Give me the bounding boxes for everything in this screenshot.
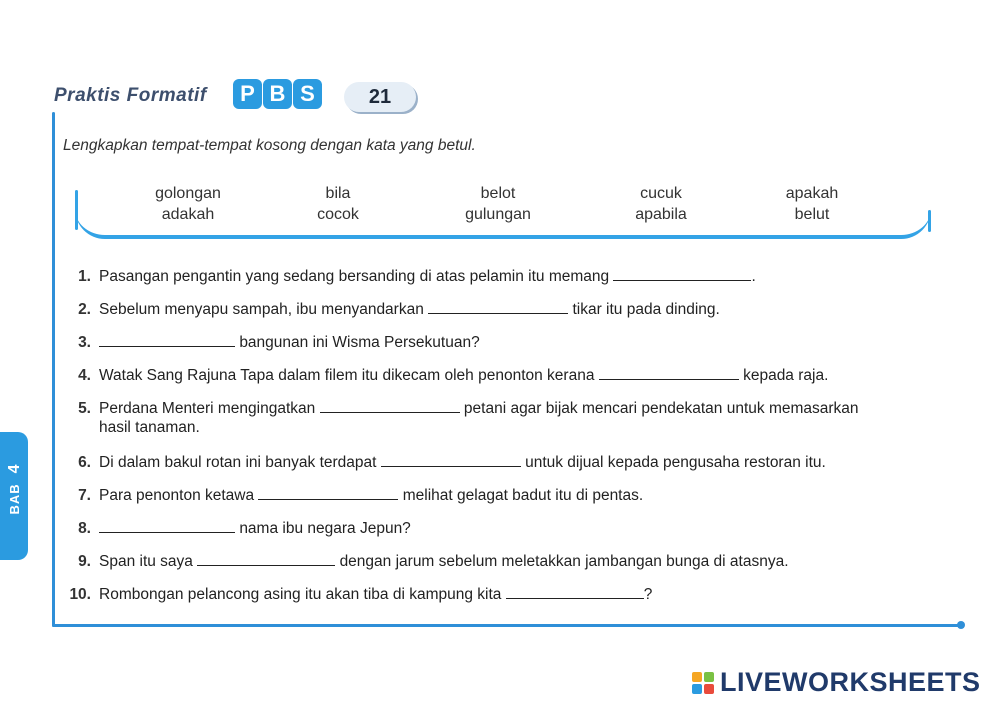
answer-blank[interactable] — [599, 365, 739, 380]
question-number: 8. — [78, 520, 91, 537]
word-bank-item: bila — [325, 185, 351, 202]
answer-blank[interactable] — [197, 551, 335, 566]
question-text-after: tikar itu pada dinding. — [572, 301, 720, 318]
answer-blank[interactable] — [381, 452, 521, 467]
logo-square-red — [704, 684, 714, 694]
answer-blank[interactable] — [613, 266, 751, 281]
question-number: 5. — [78, 400, 91, 417]
question-number: 1. — [78, 268, 91, 285]
question-number: 6. — [78, 454, 91, 471]
question-text-after: petani agar bijak mencari pendekatan untuk memasarkan — [463, 400, 859, 417]
word-bank-item: gulungan — [465, 206, 531, 223]
question-number: 2. — [78, 301, 91, 318]
question-text-after: melihat gelagat badut itu di pentas. — [402, 487, 644, 504]
question-5-continuation: hasil tanaman. — [99, 419, 200, 436]
word-bank-item: apabila — [635, 206, 687, 223]
word-bank-item: cocok — [317, 206, 359, 223]
word-bank-item: apakah — [785, 185, 839, 202]
logo-square-blue — [692, 684, 702, 694]
liveworksheets-logo — [692, 667, 981, 698]
question-text-before: Rombongan pelancong asing itu akan tiba di kampung kita — [99, 586, 502, 603]
question-number: 3. — [78, 334, 91, 351]
question-4 — [63, 365, 828, 385]
question-text-after: untuk dijual kepada pengusaha restoran itu. — [525, 454, 826, 471]
question-3 — [63, 332, 480, 352]
frame-left-border — [52, 112, 55, 627]
question-text-after: ? — [643, 586, 653, 603]
instruction-text: Lengkapkan tempat-tempat kosong dengan kata yang betul. — [63, 137, 476, 154]
word-bank-left-edge — [75, 190, 78, 230]
answer-blank[interactable] — [99, 518, 235, 533]
chapter-number: 4 — [6, 463, 23, 474]
exercise-number: 21 — [344, 82, 416, 112]
word-bank-item: adakah — [161, 206, 215, 223]
question-text-after: nama ibu negara Jepun? — [239, 520, 411, 537]
word-bank-item: belot — [480, 185, 516, 202]
frame-bottom-border — [52, 624, 962, 627]
frame-end-dot — [957, 621, 965, 629]
pbs-letter-p: P — [233, 79, 262, 109]
question-8 — [63, 518, 411, 538]
question-9 — [63, 551, 789, 571]
question-2 — [63, 299, 720, 319]
question-number: 7. — [78, 487, 91, 504]
answer-blank[interactable] — [99, 332, 235, 347]
question-text-after: . — [751, 268, 756, 285]
answer-blank[interactable] — [320, 398, 460, 413]
question-number: 4. — [78, 367, 91, 384]
logo-square-orange — [692, 672, 702, 682]
answer-blank[interactable] — [258, 485, 398, 500]
question-1 — [63, 266, 756, 286]
question-5 — [63, 398, 859, 418]
logo-square-green — [704, 672, 714, 682]
question-text-before: Span itu saya — [99, 553, 193, 570]
chapter-label-text: BAB — [7, 483, 22, 515]
question-text-before: Para penonton ketawa — [99, 487, 255, 504]
answer-blank[interactable] — [428, 299, 568, 314]
question-text-after: bangunan ini Wisma Persekutuan? — [239, 334, 480, 351]
word-bank-item: golongan — [155, 185, 221, 202]
question-text-before: Watak Sang Rajuna Tapa dalam filem itu dikecam oleh penonton kerana — [99, 367, 595, 384]
liveworksheets-grid-icon — [692, 672, 714, 694]
page-title: Praktis Formatif — [54, 85, 207, 106]
word-bank-item: cucuk — [640, 185, 682, 202]
question-7 — [63, 485, 643, 505]
question-number: 9. — [78, 553, 91, 570]
question-10 — [63, 584, 652, 604]
pbs-badge — [233, 79, 323, 109]
question-text-after: kepada raja. — [743, 367, 829, 384]
word-bank-item: belut — [794, 206, 830, 223]
question-number: 10. — [69, 586, 91, 603]
question-text-before: Di dalam bakul rotan ini banyak terdapat — [99, 454, 377, 471]
pbs-letter-b: B — [263, 79, 292, 109]
question-text-before: Perdana Menteri mengingatkan — [99, 400, 316, 417]
answer-blank[interactable] — [506, 584, 644, 599]
logo-text: LIVEWORKSHEETS — [720, 667, 981, 697]
pbs-letter-s: S — [293, 79, 322, 109]
question-text-before: Sebelum menyapu sampah, ibu menyandarkan — [99, 301, 424, 318]
question-text-after: dengan jarum sebelum meletakkan jambangan bunga di atasnya. — [339, 553, 789, 570]
question-text-before: Pasangan pengantin yang sedang bersanding di atas pelamin itu memang — [99, 268, 610, 285]
question-6 — [63, 452, 826, 472]
chapter-label — [6, 449, 24, 529]
word-bank-right-edge — [928, 210, 931, 232]
